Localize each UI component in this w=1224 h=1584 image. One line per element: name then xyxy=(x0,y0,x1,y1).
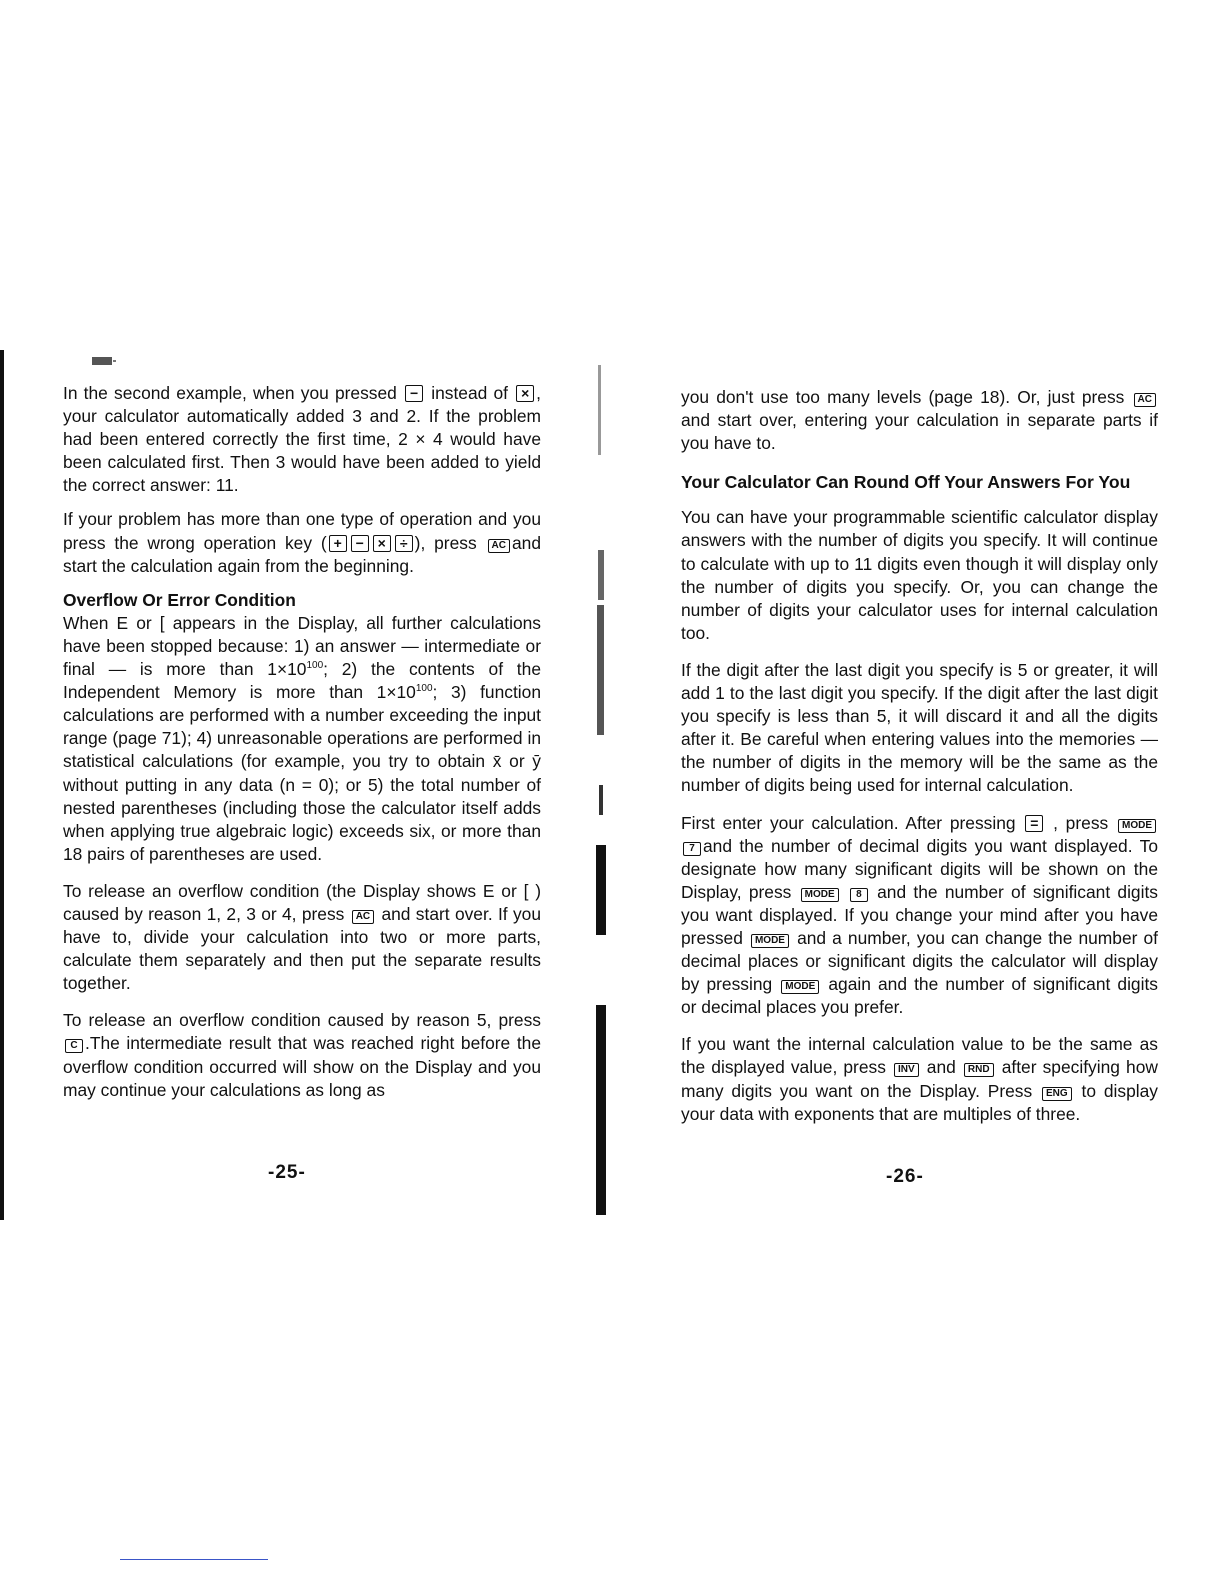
left-paragraph-1: In the second example, when you pressed − instead of × , your calculator automatically added 3 and 2. If the problem had been entered correctly the first time, 2 × 4 would have been calculated first. Then 3 would have been added to yield the correct answer: 11. xyxy=(63,383,542,496)
mode-key: MODE xyxy=(801,888,839,902)
scan-smudge xyxy=(92,355,118,367)
equals-key: = xyxy=(1025,815,1043,832)
mode-key: MODE xyxy=(1118,819,1156,833)
ac-key: AC xyxy=(488,539,510,553)
c-key: C xyxy=(65,1039,83,1053)
plus-key: + xyxy=(329,535,347,552)
minus-key: − xyxy=(405,385,423,402)
right-paragraph-1: you don't use too many levels (page 18). Or, just press AC and start over, entering your calculation in separate parts if you have to. xyxy=(681,387,1158,454)
right-paragraph-5: If you want the internal calculation value to be the same as the displayed value, press INV and RND after specifying how many digits you want on the Display. Press ENG to display your data with exponents that are multiples of three. xyxy=(681,1034,1158,1124)
multiply-key: × xyxy=(516,385,534,402)
inv-key: INV xyxy=(894,1063,919,1077)
page-number-26: -26- xyxy=(886,1166,924,1187)
right-page xyxy=(681,386,1158,1137)
seven-key: 7 xyxy=(683,842,701,856)
round-off-heading: Your Calculator Can Round Off Your Answers For You xyxy=(681,472,1131,493)
overflow-heading: Overflow Or Error Condition xyxy=(63,589,296,610)
left-paragraph-3: When E or [ appears in the Display, all further calculations have been stopped because: 1) an answer — intermediate or final — is more than $1\times 10^{100}$; 2) the contents of the Independent Memory is more than $1\times 10^{100}$; 3) function calculations are performed with a number exceeding the input range (page 71); 4) unreasonable operations are performed in statistical calculations (for example, you try to obtain x̄ or ȳ without putting in any data (n = 0); or 5) the total number of nested parentheses (including those the calculator itself adds when applying true algebraic logic) exceeds six, or more than 18 pairs of parentheses are used. xyxy=(63,612,542,864)
binding-gutter xyxy=(594,355,608,1225)
ac-key: AC xyxy=(1134,393,1156,407)
right-paragraph-3: If the digit after the last digit you specify is 5 or greater, it will add 1 to the last digit you specify. If the digit after the last digit you specify is less than 5, it will discard it and all the digits after it. Be careful when entering values into the memories — the number of digits in the memory will be the same as the number of digits being used for internal calculation. xyxy=(681,659,1158,796)
right-paragraph-4: First enter your calculation. After pressing = , press MODE 7 and the number of decimal digits you want displayed. To designate how many significant digits will be shown on the Display, press MODE 8 and the number of significant digits you want displayed. If you change your mind after you have pressed MODE and a number, you can change the number of decimal places or significant digits the calculator will display by pressing MODE again and the number of significant digits or decimal places you prefer. xyxy=(681,812,1158,1018)
eight-key: 8 xyxy=(850,888,868,902)
scan-left-edge xyxy=(0,350,4,1220)
ac-key: AC xyxy=(352,910,374,924)
multiply-key: × xyxy=(373,535,391,552)
underline-mark xyxy=(120,1559,268,1560)
minus-key: − xyxy=(351,535,369,552)
left-paragraph-2: If your problem has more than one type of operation and you press the wrong operation key ( + − × ÷ ), press AC and start the calculation again from the beginning. xyxy=(63,509,541,576)
mode-key: MODE xyxy=(781,980,819,994)
mode-key: MODE xyxy=(751,934,789,948)
left-page xyxy=(63,382,541,1113)
rnd-key: RND xyxy=(964,1063,994,1077)
left-paragraph-5: To release an overflow condition caused by reason 5, pressC .The intermediate result that was reached right before the overflow condition occurred will show on the Display and you may continue your calculations as long as xyxy=(63,1010,541,1100)
page-number-25: -25- xyxy=(268,1162,306,1183)
eng-key: ENG xyxy=(1042,1087,1072,1101)
divide-key: ÷ xyxy=(395,535,413,552)
right-paragraph-2: You can have your programmable scientific calculator display answers with the number of digits you specify. It will continue to calculate with up to 11 digits even though it will display only the number of digits you specify. Or, you can change the number of digits your calculator uses for internal calculation too. xyxy=(681,507,1158,643)
left-paragraph-4: To release an overflow condition (the Display shows E or [ ) caused by reason 1, 2, 3 or 4, press AC and start over. If you have to, divide your calculation into two or more parts, calculate them separately and then put the separate results together. xyxy=(63,880,541,994)
